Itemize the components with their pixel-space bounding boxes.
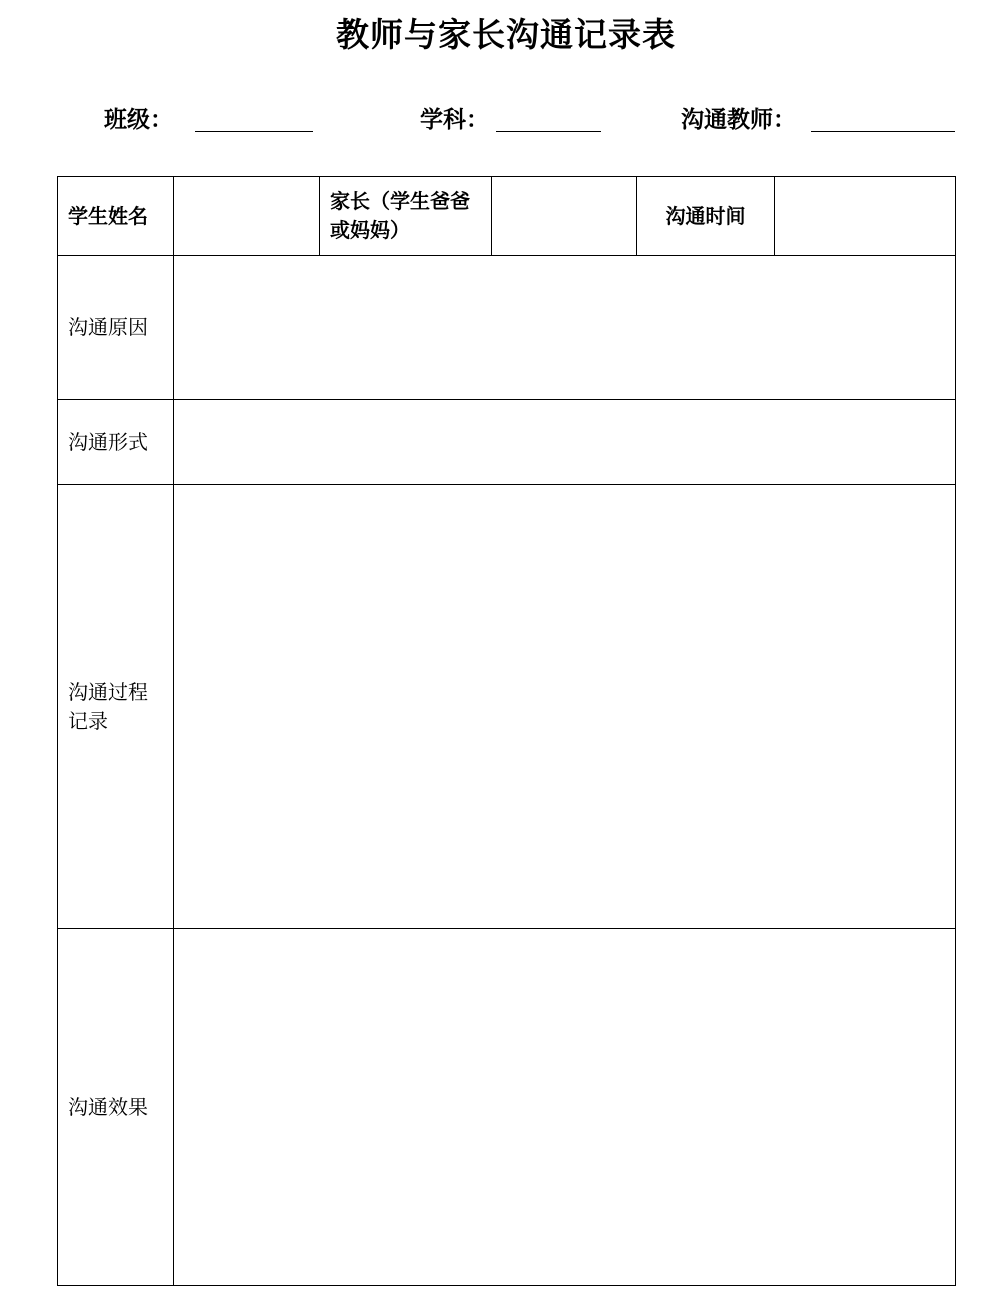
communication-record-table: [57, 176, 956, 1286]
table-row: [58, 256, 956, 400]
communication-time-cell[interactable]: [775, 177, 956, 256]
teacher-blank-field[interactable]: [811, 131, 955, 132]
student-name-label: 学生姓名: [58, 177, 174, 256]
communication-effect-cell[interactable]: [174, 929, 956, 1286]
communication-form-label: 沟通形式: [58, 400, 174, 485]
communication-reason-label: 沟通原因: [58, 256, 174, 400]
class-blank-field[interactable]: [195, 131, 313, 132]
table-row: [58, 929, 956, 1286]
communication-effect-label: 沟通效果: [58, 929, 174, 1286]
communication-form-cell[interactable]: [174, 400, 956, 485]
subject-label: 学科：: [420, 107, 489, 133]
table-row: [58, 177, 956, 256]
student-name-cell[interactable]: [174, 177, 320, 256]
page-title: 教师与家长沟通记录表: [336, 15, 676, 54]
communication-reason-cell[interactable]: [174, 256, 956, 400]
parent-cell[interactable]: [492, 177, 637, 256]
subject-blank-field[interactable]: [496, 131, 601, 132]
teacher-label: 沟通教师：: [681, 107, 796, 133]
table-row: [58, 485, 956, 929]
table-row: [58, 400, 956, 485]
communication-process-label: 沟通过程记录: [58, 485, 174, 929]
parent-label: 家长（学生爸爸或妈妈）: [320, 177, 492, 256]
communication-time-label: 沟通时间: [637, 177, 775, 256]
communication-process-cell[interactable]: [174, 485, 956, 929]
class-label: 班级：: [104, 107, 173, 133]
